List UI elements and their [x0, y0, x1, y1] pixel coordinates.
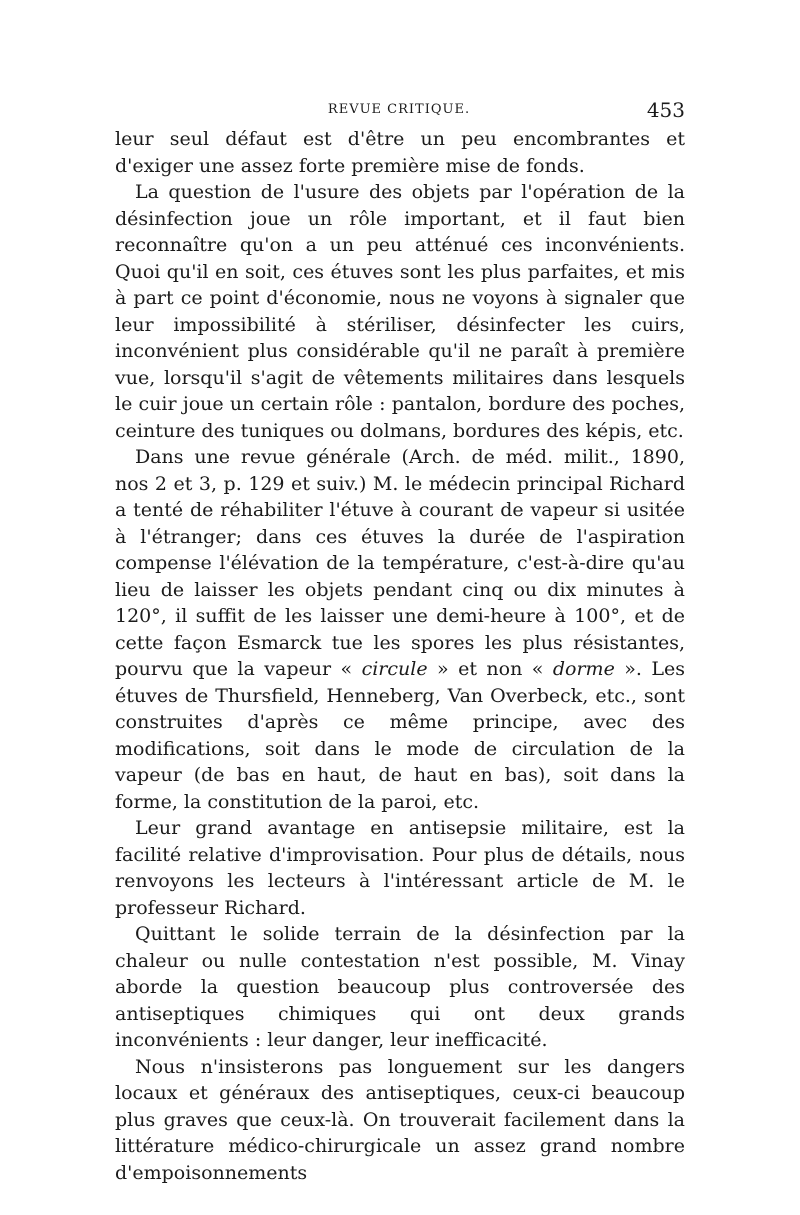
italic-term-dorme: dorme — [552, 658, 615, 680]
paragraph-3 — [115, 444, 685, 815]
page-number: 453 — [646, 98, 685, 122]
page-header — [113, 98, 685, 128]
paragraph-3-part-2: » et non « — [427, 658, 553, 680]
italic-term-circule: circule — [361, 658, 428, 680]
paragraph-3-part-1: Dans une revue générale (Arch. de méd. milit., 1890, nos 2 et 3, p. 129 et suiv.) M. le médecin principal Richard a tenté de réhabiliter l'étuve à courant de vapeur si usitée à l'étranger; dans ces étuves la durée de l'aspiration compense l'élévation de la température, c'est-à-dire qu'au lieu de laisser les objets pendant cinq ou dix minutes à 120°, il suffit de les laisser une demi-heure à 100°, et de cette façon Esmarck tue les spores les plus résistantes, pourvu que la vapeur « — [115, 446, 685, 680]
paragraph-6: Nous n'insisterons pas longuement sur les dangers locaux et généraux des antiseptiques, ceux-ci beaucoup plus graves que ceux-là. On trouverait facilement dans la littérature médico-chirurgicale un assez grand nombre d'empoisonnements — [115, 1055, 685, 1184]
running-title: REVUE CRITIQUE. — [327, 102, 471, 117]
paragraph-4: Leur grand avantage en antisepsie militaire, est la facilité relative d'improvisation. Pour plus de détails, nous renvoyons les lecteurs à l'intéressant article de M. le professeur Richard. — [115, 817, 685, 919]
paragraph-5: Quittant le solide terrain de la désinfection par la chaleur ou nulle contestation n'est possible, M. Vinay aborde la question beaucoup plus controversée des antiseptiques chimiques qui ont deux grands inconvénients : leur danger, leur inefficacité. — [115, 923, 685, 1051]
body-text — [115, 126, 685, 1186]
paragraph-1: leur seul défaut est d'être un peu encombrantes et d'exiger une assez forte première mise de fonds. — [115, 128, 685, 177]
paragraph-3-part-3: ». Les étuves de Thursfield, Henneberg, Van Overbeck, etc., sont construites d'après ce même principe, avec des modifications, soit dans le mode de circulation de la vapeur (de bas en haut, de haut en bas), soit dans la forme, la constitution de la paroi, etc. — [115, 658, 685, 813]
paragraph-2: La question de l'usure des objets par l'opération de la désinfection joue un rôle important, et il faut bien reconnaître qu'on a un peu atténué ces inconvénients. Quoi qu'il en soit, ces étuves sont les plus parfaites, et mis à part ce point d'économie, nous ne voyons à signaler que leur impossibilité à stériliser, désinfecter les cuirs, inconvénient plus considérable qu'il ne paraît à première vue, lorsqu'il s'agit de vêtements militaires dans lesquels le cuir joue un certain rôle : pantalon, bordure des poches, ceinture des tuniques ou dolmans, bordures des képis, etc. — [115, 181, 685, 442]
